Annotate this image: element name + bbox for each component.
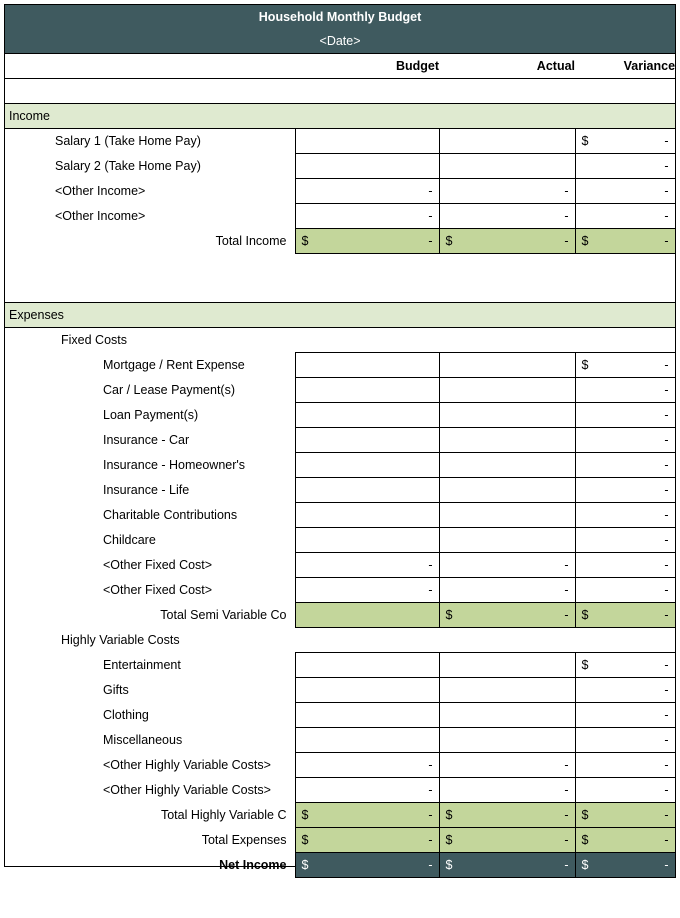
row-label: Total Expenses: [201, 833, 287, 847]
row-label: Clothing: [103, 708, 149, 722]
table-row: [5, 179, 675, 204]
cell-variance[interactable]: [575, 129, 675, 154]
cell-actual[interactable]: [439, 753, 575, 778]
subsection-highly-variable-costs: [5, 628, 675, 653]
row-label: Childcare: [103, 533, 156, 547]
cell-budget[interactable]: [295, 378, 439, 403]
cell-budget[interactable]: [295, 653, 439, 678]
section-expenses-variance: [575, 303, 675, 328]
cell-actual[interactable]: [439, 778, 575, 803]
cell-value: -: [428, 808, 433, 822]
row-label: Salary 2 (Take Home Pay): [55, 159, 201, 173]
subsection-label: Fixed Costs: [61, 333, 127, 348]
row-label: Loan Payment(s): [103, 408, 199, 422]
currency-symbol: $: [581, 858, 589, 872]
cell-variance: [575, 803, 675, 828]
row-label: Entertainment: [103, 658, 181, 672]
table-row: [5, 528, 675, 553]
cell-actual[interactable]: [439, 478, 575, 503]
row-label: Total Income: [215, 234, 287, 248]
section-expenses: [5, 303, 675, 328]
cell-budget[interactable]: [295, 403, 439, 428]
cell-variance[interactable]: [575, 154, 675, 179]
cell-value: -: [664, 783, 669, 797]
table-row: [5, 428, 675, 453]
row-label: Total Highly Variable C: [160, 808, 287, 822]
cell-variance[interactable]: [575, 553, 675, 578]
cell-budget[interactable]: [295, 703, 439, 728]
cell-value: -: [428, 783, 433, 797]
cell-value: -: [664, 558, 669, 572]
cell-actual[interactable]: [439, 653, 575, 678]
cell-value: -: [664, 583, 669, 597]
table-row: [5, 478, 675, 503]
cell-actual: [439, 603, 575, 628]
cell-variance[interactable]: [575, 353, 675, 378]
table-row: [5, 378, 675, 403]
row-label[interactable]: <Other Highly Variable Costs>: [103, 758, 271, 772]
header-blank: [5, 54, 295, 79]
section-expenses-actual: [439, 303, 575, 328]
row-label[interactable]: <Other Fixed Cost>: [103, 583, 213, 597]
cell-value: -: [564, 608, 569, 622]
subsection-label: Highly Variable Costs: [61, 633, 180, 647]
cell-variance[interactable]: [575, 528, 675, 553]
table-row: [5, 753, 675, 778]
cell-variance: [575, 603, 675, 628]
cell-budget[interactable]: [295, 353, 439, 378]
table-row: [5, 353, 675, 378]
cell-value: -: [564, 184, 569, 198]
cell-budget[interactable]: [295, 428, 439, 453]
cell-value: -: [428, 583, 433, 597]
cell-value: -: [664, 833, 669, 847]
cell-value: -: [664, 483, 669, 497]
cell-value: -: [664, 383, 669, 397]
cell-variance[interactable]: [575, 778, 675, 803]
budget-table: [5, 5, 676, 918]
cell-variance[interactable]: [575, 503, 675, 528]
cell-actual[interactable]: [439, 703, 575, 728]
cell-actual[interactable]: [439, 453, 575, 478]
cell-actual: [439, 828, 575, 853]
table-row: [5, 578, 675, 603]
cell-budget[interactable]: [295, 578, 439, 603]
row-label: Mortgage / Rent Expense: [103, 358, 245, 372]
cell-actual: [439, 803, 575, 828]
cell-budget[interactable]: [295, 154, 439, 179]
total-expenses-row: [5, 828, 675, 853]
cell-budget: [295, 229, 439, 254]
cell-value: -: [564, 583, 569, 597]
table-row: [5, 453, 675, 478]
header-variance: Variance: [575, 54, 675, 79]
section-income: [5, 104, 675, 129]
cell-value: -: [664, 658, 669, 672]
cell-value: -: [664, 508, 669, 522]
cell-value: -: [564, 833, 569, 847]
cell-value: -: [564, 234, 569, 248]
cell-budget[interactable]: [295, 778, 439, 803]
cell-actual[interactable]: [439, 428, 575, 453]
cell-value: -: [428, 234, 433, 248]
cell-value: -: [428, 209, 433, 223]
cell-value: -: [428, 558, 433, 572]
currency-symbol: $: [301, 833, 309, 847]
cell-budget[interactable]: [295, 678, 439, 703]
cell-value: -: [428, 833, 433, 847]
row-label: Gifts: [103, 683, 129, 697]
cell-variance[interactable]: [575, 453, 675, 478]
cell-value: -: [664, 758, 669, 772]
date-row: [5, 29, 675, 54]
cell-value: -: [664, 234, 669, 248]
cell-value: -: [564, 858, 569, 872]
currency-symbol: $: [581, 234, 589, 248]
cell-value: -: [664, 184, 669, 198]
currency-symbol: $: [445, 833, 453, 847]
currency-symbol: $: [581, 658, 589, 672]
title-row: [5, 5, 675, 29]
section-expenses-budget: [295, 303, 439, 328]
cell-actual[interactable]: [439, 578, 575, 603]
cell-value: -: [664, 533, 669, 547]
table-row: [5, 678, 675, 703]
section-income-budget: [295, 104, 439, 129]
section-expenses-label: Expenses: [5, 303, 295, 328]
currency-symbol: $: [301, 858, 309, 872]
cell-variance[interactable]: [575, 403, 675, 428]
cell-actual: [439, 229, 575, 254]
cell-value: -: [428, 184, 433, 198]
cell-value: -: [664, 358, 669, 372]
cell-value: -: [428, 858, 433, 872]
cell-value: -: [564, 558, 569, 572]
cell-budget[interactable]: [295, 478, 439, 503]
row-label[interactable]: <Other Income>: [55, 184, 146, 198]
currency-symbol: $: [301, 234, 309, 248]
currency-symbol: $: [581, 608, 589, 622]
cell-actual[interactable]: [439, 179, 575, 204]
spacer-row: [5, 278, 675, 303]
table-row: [5, 154, 675, 179]
cell-value: -: [664, 134, 669, 148]
currency-symbol: $: [445, 858, 453, 872]
cell-budget[interactable]: [295, 753, 439, 778]
cell-actual[interactable]: [439, 553, 575, 578]
cell-actual[interactable]: [439, 353, 575, 378]
section-income-actual: [439, 104, 575, 129]
total-income-row: [5, 229, 675, 254]
row-label[interactable]: <Other Highly Variable Costs>: [103, 783, 271, 797]
currency-symbol: $: [301, 808, 309, 822]
cell-actual[interactable]: [439, 528, 575, 553]
row-label: Charitable Contributions: [103, 508, 238, 522]
cell-value: -: [664, 159, 669, 173]
cell-variance[interactable]: [575, 653, 675, 678]
cell-budget[interactable]: [295, 503, 439, 528]
table-row: [5, 204, 675, 229]
currency-symbol: $: [445, 234, 453, 248]
date-placeholder[interactable]: <Date>: [5, 29, 675, 54]
section-income-variance: [575, 104, 675, 129]
page-title: Household Monthly Budget: [5, 5, 675, 29]
cell-budget[interactable]: [295, 179, 439, 204]
cell-actual[interactable]: [439, 678, 575, 703]
cell-budget[interactable]: [295, 528, 439, 553]
section-income-label: Income: [5, 104, 295, 129]
cell-variance: [575, 853, 675, 878]
cell-value: -: [664, 808, 669, 822]
net-income-row: [5, 853, 675, 878]
row-label: Salary 1 (Take Home Pay): [55, 134, 201, 149]
table-row: [5, 653, 675, 678]
spacer-row: [5, 79, 675, 104]
cell-actual[interactable]: [439, 129, 575, 154]
currency-symbol: $: [581, 134, 589, 148]
cell-actual[interactable]: [439, 378, 575, 403]
currency-symbol: $: [445, 608, 453, 622]
budget-worksheet: [4, 4, 676, 872]
row-label: Total Semi Variable Co: [160, 608, 287, 622]
cell-budget[interactable]: [295, 129, 439, 154]
cell-actual[interactable]: [439, 154, 575, 179]
cell-value: -: [664, 733, 669, 747]
cell-budget[interactable]: [295, 204, 439, 229]
bottom-spacer: [5, 878, 675, 918]
header-actual: Actual: [439, 54, 575, 79]
row-label: Insurance - Homeowner's: [103, 458, 246, 472]
cell-variance: [575, 828, 675, 853]
cell-budget: [295, 853, 439, 878]
header-budget: Budget: [295, 54, 439, 79]
cell-actual[interactable]: [439, 204, 575, 229]
cell-value: -: [664, 408, 669, 422]
currency-symbol: $: [581, 358, 589, 372]
cell-value: -: [428, 758, 433, 772]
row-label: Miscellaneous: [103, 733, 183, 747]
cell-value: -: [564, 783, 569, 797]
table-row: [5, 553, 675, 578]
row-label: Insurance - Car: [103, 433, 190, 447]
cell-value: -: [664, 683, 669, 697]
total-fixed-costs-row: [5, 603, 675, 628]
cell-variance[interactable]: [575, 703, 675, 728]
cell-variance: [575, 229, 675, 254]
currency-symbol: $: [581, 808, 589, 822]
cell-budget[interactable]: [295, 728, 439, 753]
cell-variance[interactable]: [575, 753, 675, 778]
row-label: Car / Lease Payment(s): [103, 383, 235, 397]
column-header-row: [5, 54, 675, 79]
cell-value: -: [664, 708, 669, 722]
cell-value: -: [564, 808, 569, 822]
cell-budget: [295, 828, 439, 853]
cell-value: -: [664, 433, 669, 447]
cell-actual[interactable]: [439, 728, 575, 753]
cell-variance[interactable]: [575, 678, 675, 703]
cell-value: -: [664, 858, 669, 872]
row-label[interactable]: <Other Income>: [55, 209, 146, 223]
cell-variance[interactable]: [575, 578, 675, 603]
table-row: [5, 778, 675, 803]
total-highly-variable-row: [5, 803, 675, 828]
currency-symbol: $: [445, 808, 453, 822]
cell-value: -: [664, 608, 669, 622]
cell-variance[interactable]: [575, 428, 675, 453]
cell-variance[interactable]: [575, 728, 675, 753]
row-label: Net Income: [219, 858, 287, 872]
row-label[interactable]: <Other Fixed Cost>: [103, 558, 213, 572]
subsection-fixed-costs: [5, 328, 675, 353]
cell-variance[interactable]: [575, 179, 675, 204]
cell-value: -: [564, 209, 569, 223]
cell-actual[interactable]: [439, 403, 575, 428]
spacer-row: [5, 254, 675, 279]
currency-symbol: $: [581, 833, 589, 847]
cell-value: -: [664, 209, 669, 223]
table-row: [5, 503, 675, 528]
table-row: [5, 129, 675, 154]
row-label: Insurance - Life: [103, 483, 190, 497]
cell-variance[interactable]: [575, 378, 675, 403]
cell-variance[interactable]: [575, 204, 675, 229]
cell-value: -: [564, 758, 569, 772]
cell-budget[interactable]: [295, 553, 439, 578]
cell-variance[interactable]: [575, 478, 675, 503]
table-row: [5, 728, 675, 753]
cell-actual[interactable]: [439, 503, 575, 528]
table-row: [5, 403, 675, 428]
cell-actual: [439, 853, 575, 878]
cell-budget: [295, 803, 439, 828]
cell-budget: [295, 603, 439, 628]
table-row: [5, 703, 675, 728]
cell-value: -: [664, 458, 669, 472]
cell-budget[interactable]: [295, 453, 439, 478]
